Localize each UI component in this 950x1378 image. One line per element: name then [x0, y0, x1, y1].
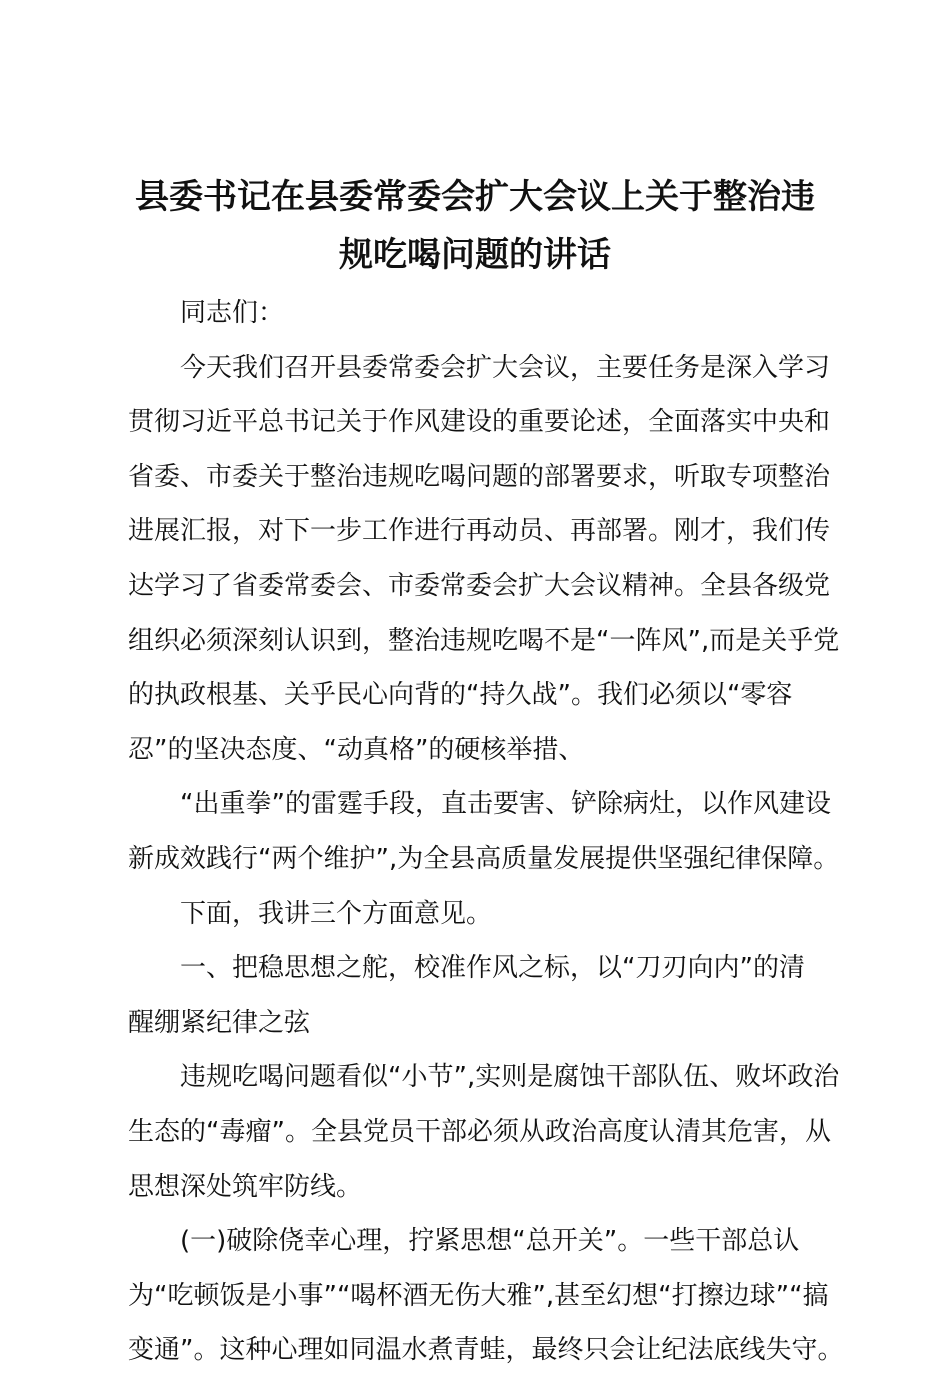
paragraph-line: 达学习了省委常委会、市委常委会扩大会议精神。全县各级党 — [128, 570, 831, 601]
paragraph-line: 违规吃喝问题看似“小节”,实则是腐蚀干部队伍、败坏政治 — [180, 1062, 840, 1093]
title-line-1: 县委书记在县委常委会扩大会议上关于整治违 — [135, 177, 815, 217]
paragraph-line: 贯彻习近平总书记关于作风建设的重要论述，全面落实中央和 — [128, 407, 831, 438]
paragraph-line: 变通”。这种心理如同温水煮青蛙，最终只会让纪法底线失守。 — [128, 1335, 844, 1366]
document-body — [128, 286, 844, 1378]
paragraph-line: 为“吃顿饭是小事”“喝杯酒无伤大雅”,甚至幻想“打擦边球”“搞 — [128, 1280, 829, 1311]
paragraph-line: 省委、市委关于整治违规吃喝问题的部署要求，听取专项整治 — [128, 461, 831, 492]
salutation: 同志们： — [180, 298, 285, 328]
paragraph-line: “出重拳”的雷霆手段，直击要害、铲除病灶，以作风建设 — [180, 789, 831, 820]
paragraph-line: 思想深处筑牢防线。 — [128, 1171, 363, 1202]
section-heading-line: 一、把稳思想之舵，校准作风之标，以“刀刃向内”的清 — [180, 953, 805, 984]
section-heading-line: 醒绷紧纪律之弦 — [128, 1007, 311, 1038]
paragraph-line: 的执政根基、关乎民心向背的“持久战”。我们必须以“零容 — [128, 680, 793, 711]
paragraph-line: 下面，我讲三个方面意见。 — [180, 898, 493, 929]
document-title — [110, 168, 840, 284]
paragraph-line: 生态的“毒瘤”。全县党员干部必须从政治高度认清其危害，从 — [128, 1116, 831, 1147]
paragraph-line: 组织必须深刻认识到，整治违规吃喝不是“一阵风”,而是关乎党 — [128, 625, 840, 656]
paragraph-line: 进展汇报，对下一步工作进行再动员、再部署。刚才，我们传 — [128, 516, 831, 547]
paragraph-line: 新成效践行“两个维护”,为全县高质量发展提供坚强纪律保障。 — [128, 843, 840, 874]
title-line-2: 规吃喝问题的讲话 — [339, 235, 611, 275]
subsection-line: (一)破除侥幸心理，拧紧思想“总开关”。一些干部总认 — [180, 1226, 800, 1257]
paragraph-line: 今天我们召开县委常委会扩大会议，主要任务是深入学习 — [180, 352, 831, 383]
paragraph-line: 忍”的坚决态度、“动真格”的硬核举措、 — [128, 734, 585, 765]
